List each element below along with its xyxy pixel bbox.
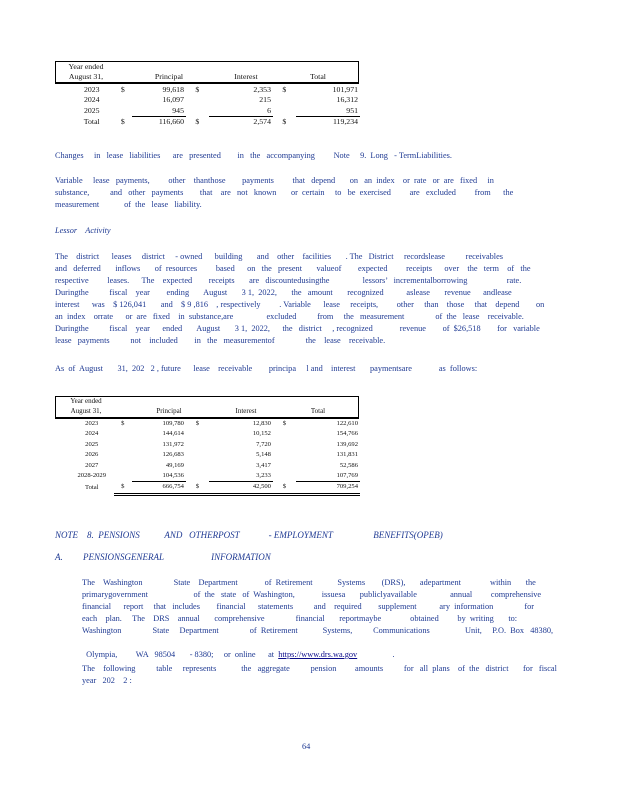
table1-header-interest: Interest	[234, 72, 258, 81]
table2-header-total: Total	[310, 407, 326, 415]
total-cell: 154,766	[336, 430, 358, 438]
currency-sign: $	[282, 85, 287, 94]
total-total: 119,234	[332, 117, 358, 127]
year-cell: Total	[85, 483, 99, 491]
drs-paragraph-line: The Washington State Department of Retirement Systems (DRS), adepartment within the	[82, 578, 536, 587]
principal-cell: 16,097	[162, 95, 184, 105]
currency-sign: $	[195, 420, 200, 427]
currency-sign: $	[195, 85, 200, 94]
principal-cell: 131,972	[162, 440, 184, 448]
table1-header	[55, 61, 359, 84]
principal-total: 116,660	[158, 117, 184, 127]
interest-total: 2,574	[253, 117, 271, 127]
principal-cell: 104,536	[132, 471, 186, 482]
table-row	[70, 106, 360, 117]
lessor-paragraph-line: respective leases. The expected receipts are discountedusingthe lessors’ incrementalborrowing rate.	[55, 276, 522, 285]
currency-sign: $	[186, 482, 209, 494]
drs-paragraph-line: each plan. The DRS annual comprehensive financial reportmaybe obtained by writing to:	[82, 614, 518, 623]
principal-cell: 945	[132, 106, 186, 117]
interest-cell: 5,148	[256, 451, 271, 459]
year-cell: Total	[83, 116, 100, 126]
currency-sign: $	[114, 482, 133, 494]
table1-header-principal: Principal	[154, 72, 184, 81]
drs-link-tail: .	[357, 650, 395, 659]
table-row	[70, 440, 360, 450]
following-paragraph-line: year 202 2 :	[82, 676, 132, 685]
note8-heading: NOTE 8. PENSIONS AND OTHERPOST - EMPLOYMENT BENEFITS(OPEB)	[55, 530, 443, 540]
table-row	[70, 95, 360, 105]
page-number: 64	[302, 742, 311, 751]
interest-cell: 2,353	[253, 85, 271, 94]
changes-paragraph: Changes in lease liabilities are presented in the accompanying Note 9. Long - TermLiabilities.	[55, 151, 452, 160]
section-a-heading: A. PENSIONSGENERAL INFORMATION	[55, 552, 271, 562]
total-cell: 16,312	[336, 95, 358, 105]
table2-header-year-1: Year ended	[70, 397, 102, 405]
variable-paragraph-line: Variable lease payments, other thanthose payments that depend on an index or rate or are fixed in	[55, 176, 494, 185]
total-cell: 107,769	[296, 471, 360, 482]
drs-paragraph-text: Olympia, WA 98504 - 8380; or online at	[86, 650, 279, 659]
principal-cell: 109,780	[162, 420, 184, 427]
currency-sign: $	[120, 116, 125, 126]
table2-header	[55, 396, 359, 419]
drs-paragraph-line: Washington State Department of Retirement Systems, Communications Unit, P.O. Box 48380,	[82, 626, 554, 635]
lessor-paragraph-line: Duringthe fiscal year ending August 3 1, 2022, the amount recognized aslease revenue andlease	[55, 288, 512, 297]
table-total-row	[70, 482, 360, 494]
year-cell: 2023	[83, 85, 100, 94]
total-total: 709,254	[296, 482, 360, 494]
drs-paragraph-line: financial report that includes financial statements and required supplement ary information for	[82, 602, 535, 611]
principal-total: 666,754	[132, 482, 186, 494]
variable-paragraph-line: measurement of the lease liability.	[55, 200, 202, 209]
total-cell: 52,586	[339, 461, 358, 469]
interest-cell: 12,830	[252, 420, 271, 427]
lessor-paragraph-line: an index orrate or are fixed in substance,are excluded from the measurement of the lease receivable.	[55, 312, 524, 321]
table-row	[70, 450, 360, 460]
drs-paragraph-line-url	[82, 637, 395, 661]
year-cell: 2023	[85, 420, 99, 427]
year-cell: 2026	[85, 451, 99, 459]
total-cell: 122,610	[336, 420, 358, 427]
interest-total: 42,500	[209, 482, 273, 494]
drs-website-link[interactable]: https://www.drs.wa.gov	[278, 650, 358, 659]
total-cell: 131,831	[336, 451, 358, 459]
table1-header-underline	[55, 82, 359, 83]
table1-header-total: Total	[310, 72, 326, 81]
interest-cell: 3,417	[256, 461, 271, 469]
drs-paragraph-line: primarygovernment of the state of Washington, issuesa publiclyavailable annual comprehensive	[82, 590, 542, 599]
table2-body	[70, 419, 360, 496]
total-cell: 951	[296, 106, 360, 117]
lessor-paragraph-line: lease payments not included in the measurementof the lease receivable.	[55, 336, 386, 345]
interest-cell: 3,233	[209, 471, 273, 482]
total-cell: 139,692	[336, 440, 358, 448]
interest-cell: 215	[259, 95, 271, 105]
currency-sign: $	[195, 116, 200, 126]
table-total-row	[70, 117, 360, 128]
year-cell: 2024	[83, 95, 100, 105]
year-cell: 2028-2029	[77, 472, 107, 480]
year-cell: 2027	[85, 461, 99, 469]
lessor-paragraph-line: Duringthe fiscal year ended August 3 1, 2022, the district , recognized revenue of $26,518 for variable	[55, 324, 540, 333]
table-row	[70, 419, 360, 429]
principal-cell: 144,614	[162, 430, 184, 438]
currency-sign: $	[121, 420, 125, 427]
table-row	[70, 461, 360, 471]
table2-header-interest: Interest	[235, 407, 257, 415]
table-row	[70, 429, 360, 439]
principal-cell: 126,683	[162, 451, 184, 459]
principal-cell: 49,169	[165, 461, 184, 469]
lessor-paragraph-line: and deferred inflows of resources based on the present valueof expected receipts over the term of the	[55, 264, 531, 273]
table2-header-underline	[55, 417, 359, 418]
currency-sign: $	[273, 482, 296, 494]
year-cell: 2025	[85, 440, 99, 448]
table1-body	[70, 85, 360, 128]
table-row	[70, 471, 360, 482]
principal-cell: 99,618	[162, 85, 184, 94]
interest-cell: 7,720	[256, 440, 271, 448]
table2-header-principal: Principal	[156, 407, 182, 415]
table2-header-year-2: August 31,	[70, 407, 102, 415]
total-cell: 101,971	[332, 85, 358, 94]
lessor-activity-heading: Lessor Activity	[55, 226, 111, 235]
interest-cell: 6	[209, 106, 273, 117]
as-of-paragraph: As of August 31, 202 2 , future lease receivable principa l and interest paymentsare as follows:	[55, 364, 478, 373]
currency-sign: $	[282, 420, 286, 427]
currency-sign: $	[120, 85, 125, 94]
lessor-paragraph-line: The district leases district - owned building and other facilities . The District recordslease receivables	[55, 252, 503, 261]
following-paragraph-line: The following table represents the aggregate pension amounts for all plans of the district for fiscal	[82, 664, 557, 673]
table1-header-year-2: August 31,	[68, 72, 104, 81]
year-cell: 2025	[83, 106, 100, 116]
interest-cell: 10,152	[252, 430, 271, 438]
variable-paragraph-line: substance, and other payments that are not known or certain to be exercised are excluded from the	[55, 188, 514, 197]
table-row	[70, 85, 360, 95]
lessor-paragraph-line: interest was $ 126,041 and $ 9 ,816 , respectively . Variable lease receipts, other than those that depend on	[55, 300, 545, 309]
currency-sign: $	[282, 116, 287, 126]
year-cell: 2024	[85, 430, 99, 438]
table1-header-year-1: Year ended	[68, 62, 104, 71]
